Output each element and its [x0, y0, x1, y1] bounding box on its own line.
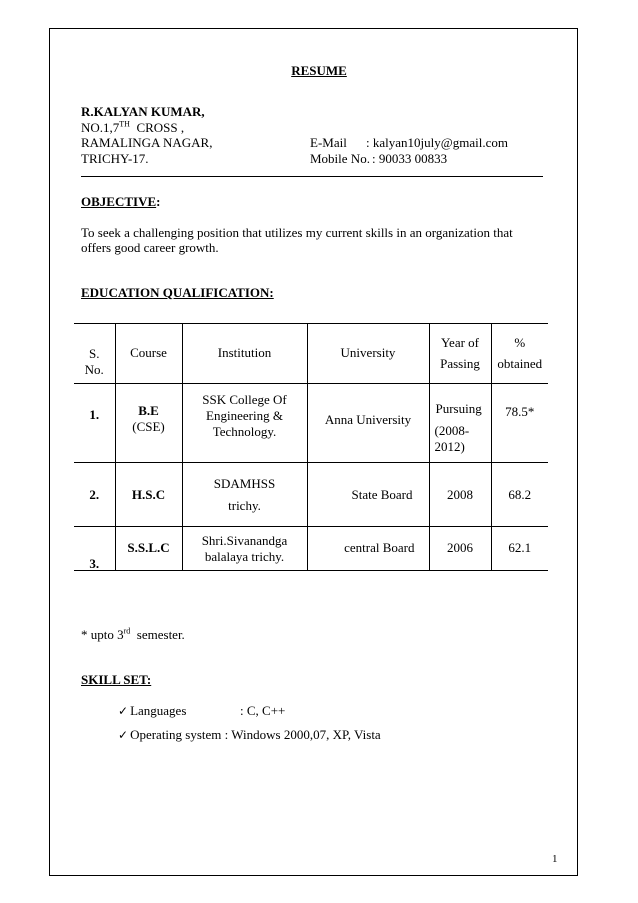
- row-2-course: H.S.C: [115, 463, 182, 527]
- row-3-year: 2006: [429, 527, 491, 571]
- row-1-institution: SSK College Of Engineering & Technology.: [182, 384, 307, 463]
- row-2-university: State Board: [307, 463, 429, 527]
- row-1-year: Pursuing (2008- 2012): [429, 384, 491, 463]
- row-1-course: B.E (CSE): [115, 384, 182, 463]
- row-3-institution: Shri.Sivanandga balalaya trichy.: [182, 527, 307, 571]
- objective-line-1: To seek a challenging position that utilizes my current skills in an organization that: [81, 225, 513, 240]
- page-number: 1: [552, 853, 558, 865]
- education-footnote: * upto 3rd semester.: [81, 626, 185, 642]
- objective-heading: OBJECTIVE:: [81, 194, 161, 209]
- mobile-label: Mobile No.: [310, 151, 370, 166]
- skill-item: [118, 727, 381, 743]
- address-line-1: NO.1,7TH CROSS ,: [81, 119, 185, 135]
- skill-value: : C, C++: [240, 703, 286, 718]
- header-university: University: [307, 324, 429, 384]
- education-table: [74, 323, 548, 571]
- row-1-sno: 1.: [74, 384, 115, 463]
- checkmark-icon: ✓: [118, 704, 129, 718]
- row-2-percent: 68.2: [491, 463, 548, 527]
- candidate-name: R.KALYAN KUMAR,: [81, 104, 205, 119]
- email-label: E-Mail: [310, 135, 347, 150]
- address-line-3: TRICHY-17.: [81, 151, 149, 166]
- address-line-2: RAMALINGA NAGAR,: [81, 135, 213, 150]
- row-3-sno: 3.: [74, 527, 115, 571]
- row-3-university: central Board: [307, 527, 429, 571]
- header-divider: [81, 176, 543, 177]
- header-institution: Institution: [182, 324, 307, 384]
- row-2-year: 2008: [429, 463, 491, 527]
- skill-label: Languages: [130, 703, 187, 718]
- row-1-university: Anna University: [307, 384, 429, 463]
- header-year: Year of Passing: [429, 324, 491, 384]
- mobile-value: : 90033 00833: [372, 151, 448, 166]
- objective-line-2: offers good career growth.: [81, 240, 219, 255]
- header-course: Course: [115, 324, 182, 384]
- row-2-institution: SDAMHSS trichy.: [182, 463, 307, 527]
- row-3-course: S.S.L.C: [115, 527, 182, 571]
- header-percent: % obtained: [491, 324, 548, 384]
- checkmark-icon: ✓: [118, 728, 129, 742]
- row-1-percent: 78.5*: [491, 384, 548, 463]
- table-header-row: [74, 324, 548, 384]
- skill-label: Operating system: [130, 727, 222, 742]
- skill-item: [118, 703, 186, 719]
- skills-heading: SKILL SET:: [81, 672, 152, 687]
- table-row: [74, 384, 548, 463]
- email-value: : kalyan10july@gmail.com: [366, 135, 508, 150]
- table-row: [74, 463, 548, 527]
- header-sno: S. No.: [74, 324, 115, 384]
- row-3-percent: 62.1: [491, 527, 548, 571]
- row-2-sno: 2.: [74, 463, 115, 527]
- skill-value: : Windows 2000,07, XP, Vista: [224, 727, 381, 742]
- table-row: [74, 527, 548, 571]
- document-title: RESUME: [291, 63, 347, 78]
- education-heading: EDUCATION QUALIFICATION:: [81, 285, 274, 300]
